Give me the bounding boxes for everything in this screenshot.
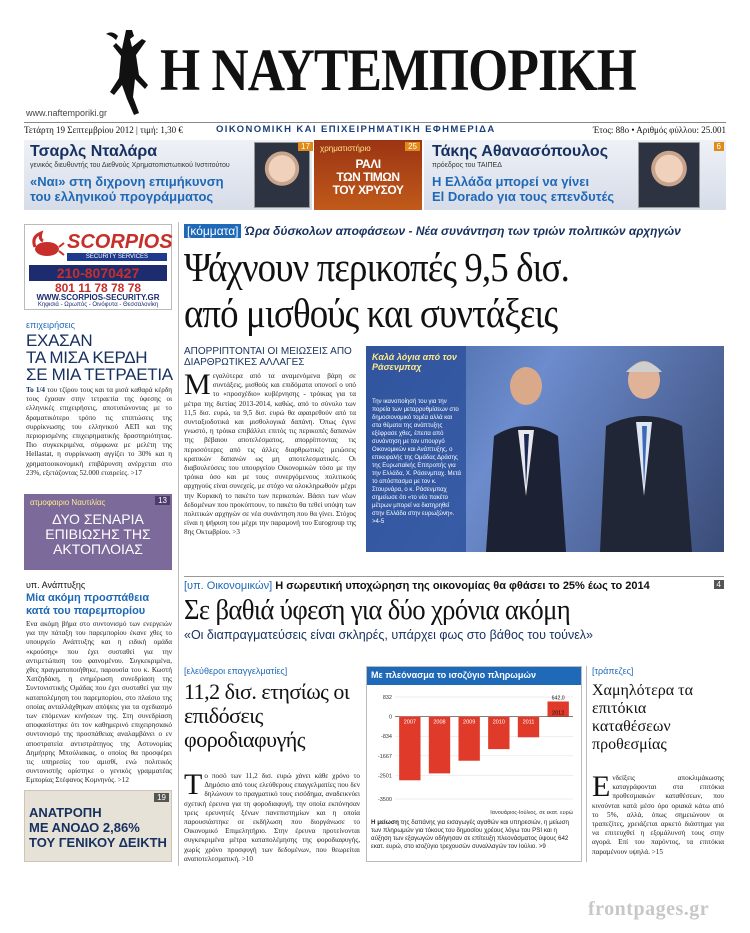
chart-data-label: -879,5 [521, 739, 536, 746]
promo-headline: ΤΩΝ ΤΙΜΩΝ [336, 170, 400, 184]
chart-plot [367, 687, 581, 817]
column-divider [178, 222, 179, 866]
recession-kicker [184, 576, 724, 592]
ad-phone: 210-8070427 [29, 265, 167, 281]
promo-gold[interactable] [314, 140, 422, 210]
story-headline[interactable]: κατά του παρεμπορίου [26, 605, 146, 617]
promo-headline: ΡΑΛΙ [355, 157, 381, 171]
hermes-logo-icon [104, 26, 154, 122]
portrait-image [254, 142, 310, 208]
tax-body: Το ποσό των 11,2 δισ. ευρώ χάνει κάθε χρόνο το Δημόσιο από τους ελεύθερους επαγγελματίες που δεν δηλώνουν το πραγματικό τους εισόδημα, αναδεικνύει σχετική έρευνα για τη φοροδιαφυγή, την οποία εκπόνησαν τρεις ερευνητές ξένων πανεπιστημίων και η οποία παρουσιάστηκε σε εκδήλωση που διοργάνωσε το Οικονομικό Επιμελητήριο. Στην έρευνα προτείνονται συγκεκριμένα μέτρα καταπολέμησης της φοροδιαφυγής, χωρίς χρόνο προσφυγή των δεδομένων, που θεωρείται αναποτελεσματική. >10 [184, 768, 360, 863]
ad-phone: 801 11 78 78 78 [54, 281, 142, 295]
masthead-title[interactable]: Η ΝΑΥΤΕΜΠΟΡΙΚΗ [160, 37, 636, 103]
promo-dallara[interactable] [24, 140, 312, 210]
chart-data-label: -2.705,4 [400, 782, 420, 789]
dropcap: Τ [184, 768, 203, 801]
chart-y-tick: 0 [388, 714, 392, 721]
page-badge: 13 [155, 496, 170, 505]
section-tag: υπ. Ανάπτυξης [26, 580, 86, 590]
lead-kicker-tag: [κόμματα] [184, 224, 241, 238]
photo-caption-title: Καλά λόγια από τον Ράσενμπαχ [372, 352, 457, 372]
ad-website: WWW.SCORPIOS-SECURITY.GR [36, 293, 160, 302]
lead-subhead: ΑΠΟΡΡΙΠΤΟΝΤΑΙ ΟΙ ΜΕΙΩΣΕΙΣ ΑΠΟ ΔΙΑΡΘΡΩΤΙΚΕΣ ΑΛΛΑΓΕΣ [184, 346, 352, 368]
promo-role: γενικός διευθυντής του Διεθνούς Χρηματοπιστωτικού Ινστιτούτου [30, 162, 230, 169]
photo-two-men-image [466, 346, 724, 552]
chart-caption-lead: Η μείωση [371, 819, 399, 826]
recession-quote: «Οι διαπραγματεύσεις είναι σκληρές, υπάρχει φως στο βάθος του τούνελ» [184, 628, 594, 642]
chart-x-tick: 2012 [552, 710, 565, 717]
chart-bar [399, 717, 420, 781]
promo-headline: ΜΕ ΑΝΟΔΟ 2,86% [29, 820, 140, 835]
chart-y-tick: -1667 [377, 753, 392, 760]
lead-headline[interactable]: Ψάχνουν περικοπές 9,5 δισ. [184, 244, 569, 290]
date-bar [24, 122, 726, 136]
lead-headline[interactable]: από μισθούς και συντάξεις [184, 290, 558, 336]
ad-scorpios[interactable] [24, 224, 172, 310]
portrait-image [638, 142, 700, 208]
promo-name: Τάκης Αθανασόπουλος [432, 143, 609, 160]
watermark[interactable]: frontpages.gr [588, 898, 710, 920]
promo-box-shipping[interactable] [24, 494, 172, 570]
story-headline[interactable]: Μία ακόμη προσπάθεια [26, 592, 150, 604]
chart-bars [399, 701, 569, 780]
lead-kicker-text: Ώρα δύσκολων αποφάσεων - Νέα συνάντηση των τριών πολιτικών αρχηγών [244, 224, 681, 238]
promo-headline: του ελληνικού προγράμματος [30, 189, 214, 204]
chart-data-label: -2.412,7 [429, 775, 450, 782]
promo-kicker: ατμοφαιριο Ναυτιλίας [30, 498, 106, 507]
chart-y-tick: -834 [380, 734, 392, 741]
issue-line: Έτος: 88ο • Αριθμός φύλλου: 25.001 [592, 125, 726, 135]
chart-note: Ιανουάριος-Ιούλιος, σε εκατ. ευρώ [490, 810, 573, 816]
chart-y-tick: -2501 [377, 773, 392, 780]
story-lead: Το 1/4 [26, 386, 46, 394]
chart-data-label: 642,0 [551, 695, 565, 702]
chart-x-tick: 2010 [492, 719, 505, 726]
chart-x-tick: 2011 [522, 719, 535, 726]
chart-y-tick: -3500 [377, 797, 392, 803]
page-badge: 19 [154, 793, 169, 802]
lead-photo[interactable] [366, 346, 724, 552]
promo-headline: El Dorado για τους επενδυτές [432, 189, 615, 204]
story-headline[interactable]: ΣΕ ΜΙΑ ΤΕΤΡΑΕΤΙΑ [26, 365, 173, 384]
promo-headline: ΔΥΟ ΣΕΝΑΡΙΑ ΕΠΙΒΙΩΣΗΣ ΤΗΣ ΑΚΤΟΠΛΟΙΑΣ [45, 511, 151, 557]
promo-headline: Η Ελλάδα μπορεί να γίνει [432, 174, 590, 189]
ad-areas: Κηφισιά - Ωρωπός - Οινόφυτα - Θεσσαλονίκη [37, 302, 159, 308]
story-headline[interactable]: ΕΧΑΣΑΝ [26, 331, 93, 350]
chart-x-tick: 2008 [433, 719, 446, 726]
tagline: ΟΙΚΟΝΟΜΙΚΗ ΚΑΙ ΕΠΙΧΕΙΡΗΜΑΤΙΚΗ ΕΦΗΜΕΡΙΔΑ [216, 124, 496, 135]
rates-kicker: [τράπεζες] [592, 666, 634, 676]
chart-x-tick: 2009 [463, 719, 476, 726]
chart-grid [395, 697, 573, 799]
lead-body: Μεγαλύτερα από τα αναμενόμενα βάρη σε συντάξεις, μισθούς και επιδόματα υπονοεί ο υπό το «προσχέδιο» κυβέρνησης - τρόικας για τα μέτρα της διετίας 2013-2014, καθώς, από το σύνολο των 11,5 δισ. ευρώ, τα 9,5 δισ. ευρώ θα αφαιρεθούν από τα συνταξιοδοτικά και μισθολογικά δαπάνη. Όπως έγινε γνωστό, η τρόικα επιβάλλει επιτός τις περικοπές δαπανών της βέβαιου αποτελέσματος, απορρίπτοντας τις περισσότερες από τις άλλες διαρθρωτικές μειώσεις κρατικών δαπανών ως μη αποτελεσματικές. Οι διαβουλεύσεις του υπουργείου Οικονομικών τόσο με την τρόικα όσο και με τους συνεργόμενους πολιτικούς αρχηγούς είναι συνεχείς, με στόχο να ολοκληρωθούν μέχρι την Κυριακή το πακέτο των περικοπών. Βάσει των νέων δεδομένων που προκύπτουν, το πακέτο θα τεθεί υπόψη των πολιτικών αρχηγών σε νέα συνάντηση που θα γίνει. Στόχος είναι η ψήφιση του μέχρι την παραμονή του Eurogroup της 8ης Οκτωβρίου. >3 [184, 368, 356, 537]
column-divider [586, 666, 587, 862]
chart-caption: Η μείωση της δαπάνης για εισαγωγές αγαθών και υπηρεσιών, η μείωση των πληρωμών για τόκους του δημοσίου χρέους λόγω του PSI και η αύξηση των εξαγωγών οδήγησαν σε επίτευξη πλεονάσματος ύψους 642 εκατ. ευρώ, στο ισοζύγιο τρεχουσών συναλλαγών τον Ιούλιο. >9 [371, 819, 569, 850]
tax-kicker: [ελεύθεροι επαγγελματίες] [184, 666, 288, 676]
balance-chart [366, 666, 582, 862]
recession-kicker-text: Η σωρευτική υποχώρηση της οικονομίας θα φθάσει το 25% έως το 2014 [275, 580, 650, 592]
story-body: Το 1/4 του τζίρου τους και τα μισά καθαρά κέρδη τους έχασαν στην τετραετία της ύφεσης οι ελληνικές επιχειρήσεις, αποτυπώνοντας με το δραματικότερο τρόπο τις επιπτώσεις της συρρίκνωσης του ελληνικού ΑΕΠ και της περιορισμένης επιχειρηματικής δραστηριότητας. Πιο συγκεκριμένα, σύμφωνα με μελέτη της Hellastat, η συρρίκνωση αγγίζει το 30% και η χρηματοοικονομική επιβάρυνση ανέρχεται στο 23%, εξετάζοντας 52.000 εταιρείες. >17 [26, 386, 173, 477]
story-body: Ενα ακόμη βήμα στο συντονισμό των ενεργειών για την πάταξη του παρεμπορίου έκανε χθες το υπουργείο Ανάπτυξης και η ειδική ομάδα «κρούσης» που έχει συσταθεί για την αντιμετώπιση του φαινομένου. Συγκεκριμένα, χθες πραγματοποιήθηκε, παρουσία του κ. Κωστή Χατζηδάκη, η ενημέρωση συνεδρίαση της Συντονιστικής Ομάδας που έχει συσταθεί για την καταπολέμηση του παρεμπορίου, στο πλαίσιο της οποίας ανταλλάχθηκαν απόψεις για τα σχεδιασμό των επόμενων κινήσεων της. Στη συνεδρίαση αποφασίστηκε ότι τον καθημερινό επιχειρησιακό συντονισμό της προσπάθειας αναλαμβάνει ο εν αποστρατεία αντιστράτηγος της Αστυνομίας Δημήτρης Μπούλιακας, ο οποίος θα προσφέρει τις υπηρεσίες του αμισθί, ενώ πολιτικός συντονιστής ορίστηκε ο γενικός γραμματέας Εμπορίας Στέφανος Κομνηνός. >12 [26, 620, 172, 785]
promo-kicker: χρηματιστήριο [320, 144, 371, 153]
story-headline[interactable]: ΤΑ ΜΙΣΑ ΚΕΡΔΗ [26, 348, 148, 367]
page-badge: 4 [714, 580, 724, 589]
recession-headline[interactable]: Σε βαθιά ύφεση για δύο χρόνια ακόμη [184, 594, 571, 626]
chart-data-label: -1.381,2 [489, 751, 509, 758]
scorpion-icon [31, 231, 65, 261]
promo-headline: ΤΟΥ ΧΡΥΣΟΥ [332, 183, 404, 197]
date-line: Τετάρτη 19 Σεπτεμβρίου 2012 | τιμή: 1,30 € [24, 125, 183, 135]
rates-body: Ενδείξεις αποκλιμάκωσης καταγράφονται στα επιτόκια προθεσμιακών καταθέσεων, που κινούνται κατά μέσο όρο οριακά κάτω από το 5%, αλλά, όπως σημειώνουν οι τραπεζίτες, χρειάζεται αρκετό διάστημα για να επιτευχθεί η εξομάλυνσή τους στην αγορά. Επί του παρόντος, τα επιτόκια παραμένουν υψηλά. >15 [592, 770, 724, 856]
promo-athanasopoulos[interactable] [424, 140, 726, 210]
promo-role: πρόεδρος του ΤΑΙΠΕΔ [432, 162, 502, 169]
photo-caption-box [366, 346, 466, 552]
promo-box-market[interactable] [24, 790, 172, 862]
rates-headline[interactable]: Χαμηλότερα τα επιτόκια καταθέσεων προθεσμίας [592, 682, 693, 753]
chart-y-tick: 832 [382, 695, 392, 701]
promo-name: Τσαρλς Νταλάρα [30, 143, 158, 160]
site-url[interactable]: www.naftemporiki.gr [26, 108, 108, 118]
dropcap: Ε [592, 770, 611, 803]
recession-kicker-tag: [υπ. Οικονομικών] [184, 580, 273, 592]
page-badge: 17 [298, 142, 313, 151]
promo-headline: «Ναι» στη διχρονη επιμήκυνση [30, 174, 224, 189]
tax-headline[interactable]: 11,2 δισ. ετησίως οι επιδόσεις φοροδιαφυγής [184, 679, 350, 752]
chart-x-tick: 2007 [403, 719, 416, 726]
promo-headline: ΑΝΑΤΡΟΠΗ [29, 805, 102, 820]
ad-brand: SCORPIOS [67, 231, 173, 253]
chart-data-label: -1.874,6 [459, 762, 479, 769]
page-badge: 6 [714, 142, 724, 151]
photo-caption-text: Την ικανοποίησή του για την πορεία των μεταρρυθμίσεων στο δημοσιονομικό τομέα αλλά και στα θέματα της ανάπτυξης εξέφρασε χθες, έπειτα από συνάντηση με τον υπουργό Οικονομικών και Ανάπτυξης, ο επικεφαλής της Ομάδας Δράσης της Ευρωπαϊκής Επιτροπής για την Ελλάδα, Χ. Ράσενμπαχ. Μετά το απόσπασμα με τον κ. Στουρνάρα, ο κ. Ράσενμπαχ σημείωσε ότι «το νέο πακέτο μέτρων μπορεί να διατηρηθεί στην Ελλάδα στην ευρωζώνη». >4-5 [372, 399, 461, 525]
promo-headline: ΤΟΥ ΓΕΝΙΚΟΥ ΔΕΙΚΤΗ [29, 835, 167, 850]
ad-sub: SECURITY SERVICES [67, 253, 167, 261]
chart-title: Με πλεόνασμα το ισοζύγιο πληρωμών [367, 667, 581, 685]
page-badge: 25 [405, 142, 420, 151]
section-tag: επιχειρήσεις [26, 320, 75, 330]
lead-kicker [184, 224, 681, 238]
dropcap: Μ [184, 368, 211, 401]
